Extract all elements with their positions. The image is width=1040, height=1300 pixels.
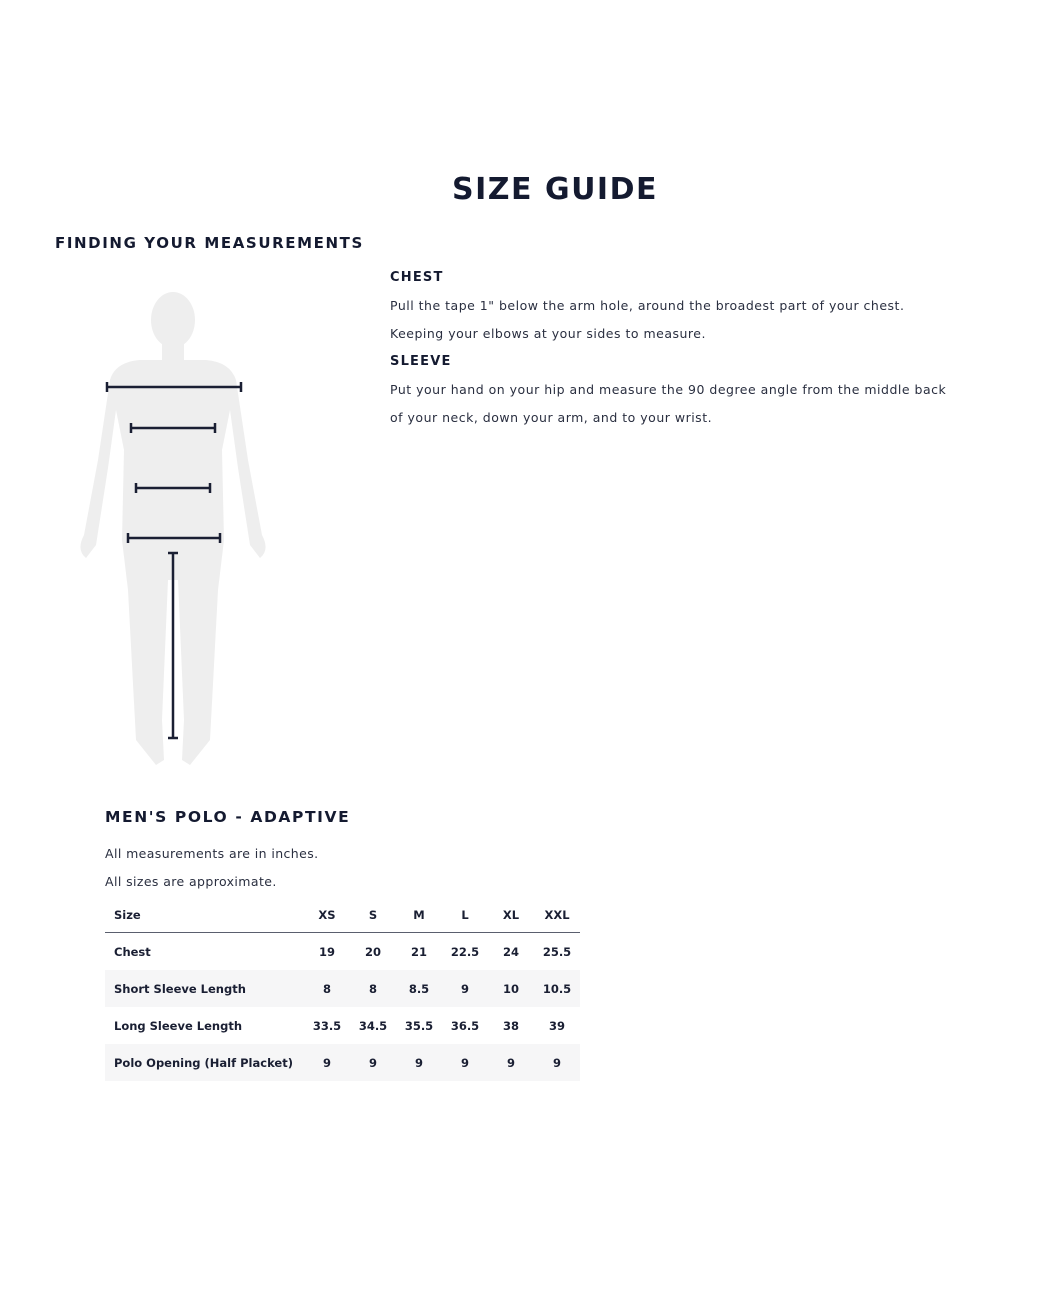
chest-line-1: Pull the tape 1" below the arm hole, around the broadest part of your chest. [390, 298, 905, 313]
table-cell: 36.5 [450, 1018, 480, 1033]
row-label: Short Sleeve Length [114, 981, 246, 996]
size-column-header: Size [114, 908, 141, 922]
table-cell: 33.5 [312, 1018, 342, 1033]
row-label: Chest [114, 944, 151, 959]
size-s-header: S [368, 908, 378, 922]
table-cell: 9 [552, 1055, 561, 1070]
size-header-row [105, 898, 580, 933]
table-cell: 9 [460, 1055, 469, 1070]
measurement-units-note: All measurements are in inches. [105, 846, 319, 861]
polo-size-heading: MEN'S POLO - ADAPTIVE [105, 808, 351, 826]
table-cell: 9 [368, 1055, 377, 1070]
sleeve-line-2: of your neck, down your arm, and to your wrist. [390, 410, 713, 425]
table-cell: 9 [414, 1055, 423, 1070]
table-cell: 24 [502, 944, 519, 959]
table-cell: 10 [502, 981, 519, 996]
sleeve-line-1: Put your hand on your hip and measure the 90 degree angle from the middle back [390, 382, 947, 397]
size-m-header: M [413, 908, 425, 922]
table-cell: 9 [322, 1055, 331, 1070]
chest-heading: CHEST [390, 270, 444, 285]
polo-size-table [105, 898, 580, 1081]
table-row-polo-opening [105, 1044, 580, 1081]
size-xl-header: XL [502, 908, 520, 922]
table-row-short-sleeve [105, 970, 580, 1007]
row-label: Long Sleeve Length [114, 1018, 243, 1033]
table-cell: 10.5 [542, 981, 572, 996]
size-l-header: L [461, 908, 469, 922]
table-cell: 34.5 [358, 1018, 388, 1033]
sleeve-heading: SLEEVE [390, 354, 452, 369]
sleeve-instructions [390, 352, 990, 436]
table-row-long-sleeve [105, 1007, 580, 1044]
size-xs-header: XS [318, 908, 336, 922]
page-title: SIZE GUIDE [451, 172, 658, 207]
table-cell: 9 [506, 1055, 515, 1070]
table-cell: 20 [364, 944, 381, 959]
finding-measurements-heading: FINDING YOUR MEASUREMENTS [55, 234, 364, 252]
table-row-chest [105, 933, 580, 971]
chest-line-2: Keeping your elbows at your sides to measure. [390, 326, 706, 341]
table-cell: 25.5 [542, 944, 572, 959]
approximate-sizes-note: All sizes are approximate. [105, 874, 277, 889]
table-cell: 38 [502, 1018, 519, 1033]
table-cell: 9 [460, 981, 469, 996]
body-silhouette-figure [70, 290, 280, 770]
table-cell: 39 [548, 1018, 565, 1033]
table-cell: 19 [318, 944, 335, 959]
row-label: Polo Opening (Half Placket) [114, 1055, 293, 1070]
table-cell: 8.5 [408, 981, 430, 996]
table-cell: 22.5 [450, 944, 480, 959]
table-cell: 35.5 [404, 1018, 434, 1033]
chest-instructions [390, 268, 990, 352]
table-cell: 8 [368, 981, 377, 996]
size-xxl-header: XXL [544, 908, 570, 922]
table-cell: 8 [322, 981, 331, 996]
table-cell: 21 [410, 944, 427, 959]
